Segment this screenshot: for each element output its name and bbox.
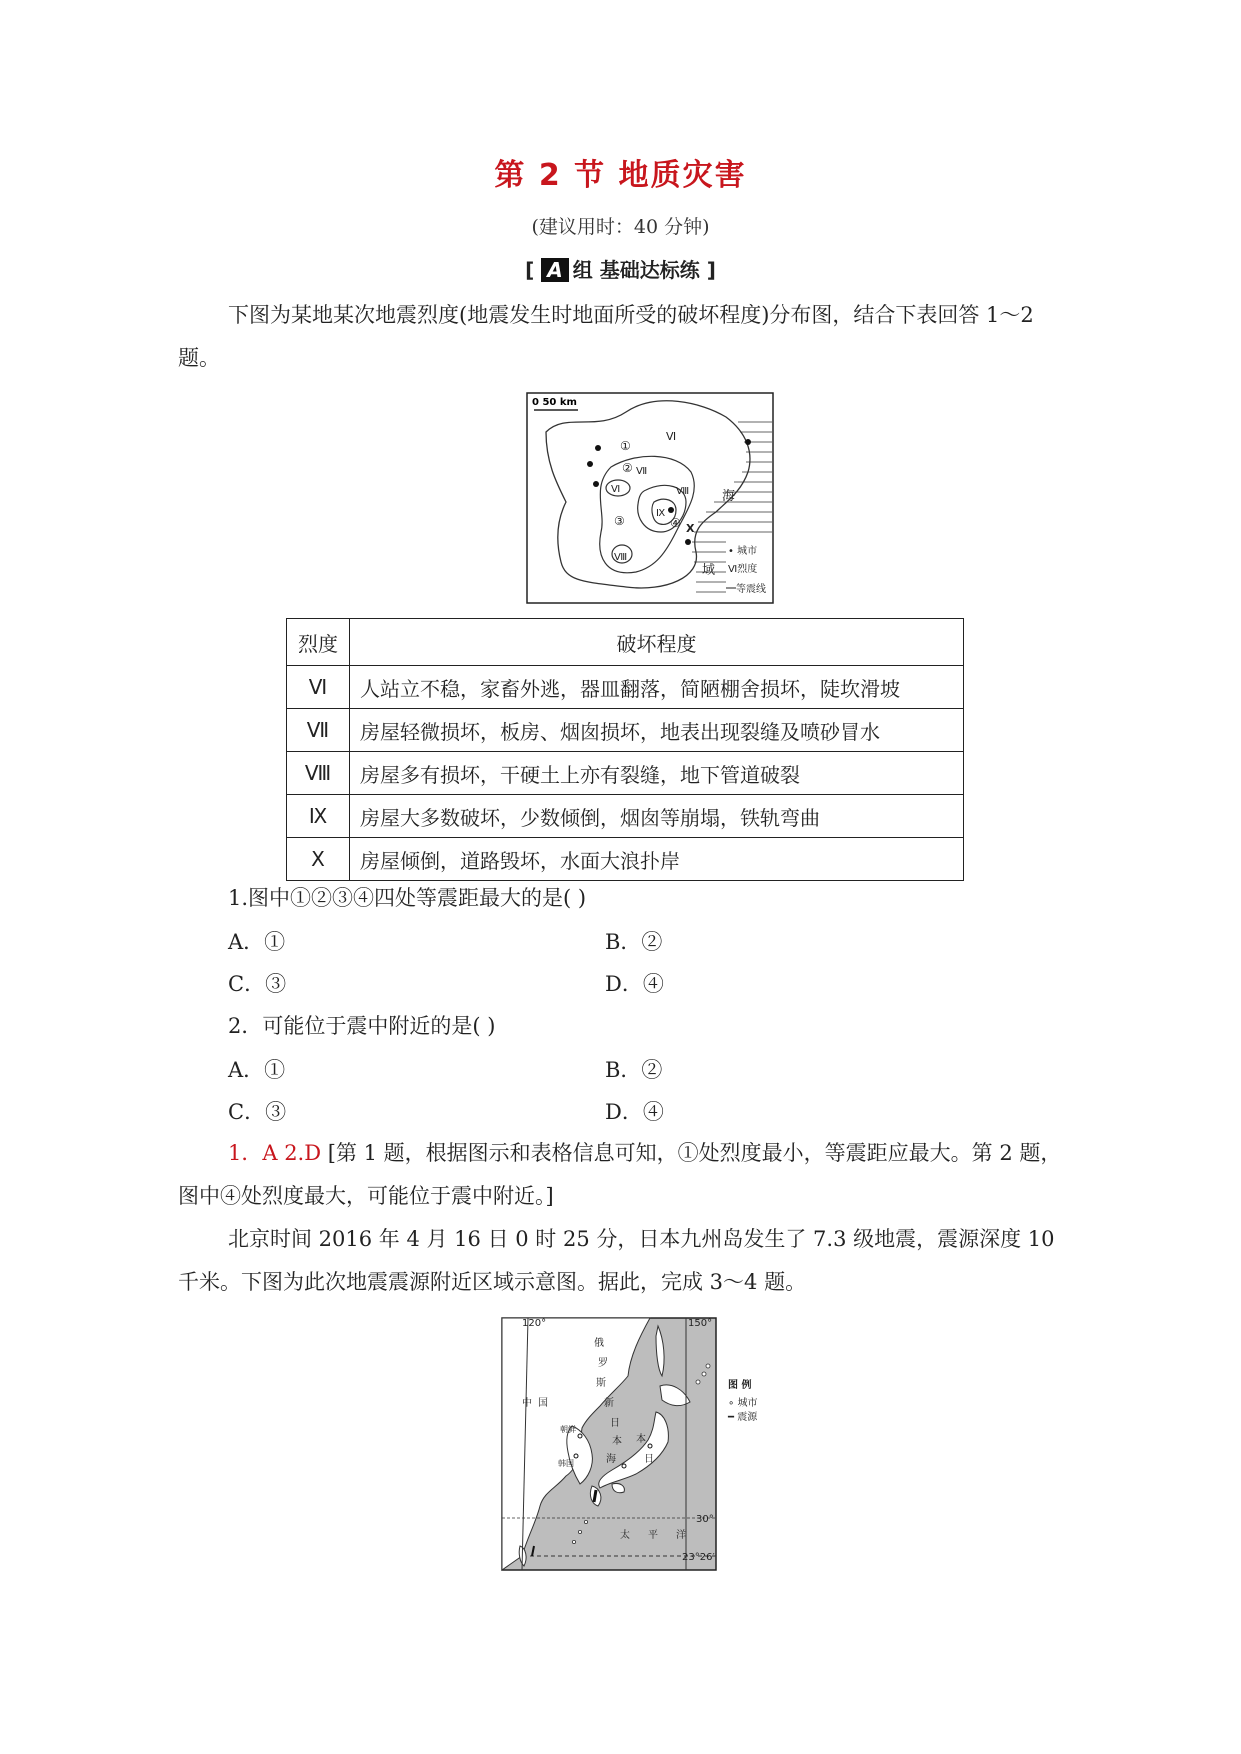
legend-isoseismal: 等震线 (736, 584, 766, 595)
map2-china-2: 国 (538, 1398, 548, 1409)
map2-lon-150: 150° (688, 1318, 713, 1329)
table-cell-level: Ⅵ (287, 666, 350, 709)
table-cell-damage: 房屋轻微损坏，板房、烟囱损坏，地表出现裂缝及喷砂冒水 (350, 709, 964, 752)
table-cell-level: Ⅷ (287, 752, 350, 795)
legend-intensity: Ⅵ烈度 (728, 564, 758, 575)
group-label: 组 基础达标练 (572, 258, 700, 282)
map2-legend-title: 图 例 (728, 1380, 752, 1391)
map2-japan-1: 日 (644, 1454, 654, 1465)
table-row (287, 795, 964, 838)
group-badge: A (541, 258, 568, 282)
legend-city: • 城市 (728, 546, 758, 557)
map2-lon-120: 120° (522, 1318, 547, 1329)
bracket-right: ] (706, 258, 716, 282)
map-label-3: ③ (614, 514, 625, 528)
page-title: 第 2 节 地质灾害 (494, 158, 747, 193)
table-row (287, 709, 964, 752)
table-cell-damage: 房屋倾倒，道路毁坏，水面大浪扑岸 (350, 838, 964, 881)
map-scale: 0 50 km (532, 397, 577, 408)
map2-pacific-1: 太 (620, 1530, 630, 1541)
map2-russia-1: 俄 (594, 1338, 604, 1349)
map2-china-1: 中 (522, 1398, 532, 1409)
map2-japan-2: 本 (636, 1434, 646, 1445)
group-heading (0, 254, 1241, 283)
table-header-row (287, 619, 964, 666)
intensity-table (286, 618, 964, 881)
answer-explanation (178, 1132, 1064, 1218)
map2-russia-3: 斯 (596, 1378, 606, 1389)
intensity-map (526, 392, 774, 604)
bracket-left: [ (525, 258, 535, 282)
table-header-level: 烈度 (287, 619, 350, 666)
map2-pacific-3: 洋 (676, 1530, 686, 1541)
table-cell-damage: 房屋多有损坏，干硬土上亦有裂缝，地下管道破裂 (350, 752, 964, 795)
map-region-label: 域 (702, 563, 716, 578)
table-row (287, 666, 964, 709)
q2-option-d: D．④ (605, 1100, 664, 1124)
table-row (287, 838, 964, 881)
suggested-time: (建议用时：40 分钟) (531, 216, 710, 238)
map-sea-label: 海 (722, 489, 736, 504)
table-header-damage: 破坏程度 (350, 619, 964, 666)
map-label-4: ④ (670, 516, 681, 530)
map2-lat-30: 30° (696, 1514, 714, 1525)
map2-sea-1: 新 (604, 1398, 614, 1409)
map2-korea-n: 朝鲜 (560, 1425, 576, 1434)
intro-paragraph-1: 下图为某地某次地震烈度(地震发生时地面所受的破坏程度)分布图，结合下表回答 1～2 题。 (178, 303, 1034, 370)
q2-option-b: B．② (605, 1058, 663, 1082)
map-intensity-viii: Ⅷ (676, 486, 690, 497)
table-cell-level: Ⅸ (287, 795, 350, 838)
map2-lat-tropic: 23°26′ (682, 1552, 715, 1563)
map-label-2: ② (622, 461, 633, 475)
table-cell-level: Ⅹ (287, 838, 350, 881)
table-cell-damage: 房屋大多数破坏，少数倾倒，烟囱等崩塌，铁轨弯曲 (350, 795, 964, 838)
map-intensity-vi-ring: Ⅵ (611, 484, 621, 495)
map-intensity-vii: Ⅶ (636, 466, 648, 477)
map-intensity-viii-2: Ⅷ (614, 552, 628, 563)
map2-legend-city: ∘ 城市 (728, 1398, 758, 1409)
map-label-1: ① (620, 439, 631, 453)
intro-paragraph-2: 北京时间 2016 年 4 月 16 日 0 时 25 分，日本九州岛发生了 7.3 级地震，震源深度 10 千米。下图为此次地震震源附近区域示意图。据此，完成 3～4 题。 (178, 1227, 1055, 1294)
q1-option-c: C．③ (228, 972, 287, 996)
q2-option-a: A．① (228, 1058, 286, 1082)
question-2-stem: 2．可能位于震中附近的是( ) (228, 1014, 496, 1038)
table-cell-damage: 人站立不稳，家畜外逃，器皿翻落，简陋棚舍损坏，陡坎滑坡 (350, 666, 964, 709)
map-intensity-x: Ⅹ (686, 522, 695, 535)
question-1-stem: 1.图中①②③④四处等震距最大的是( ) (228, 886, 587, 910)
table-row (287, 752, 964, 795)
map2-russia-2: 罗 (598, 1358, 608, 1369)
q1-option-d: D．④ (605, 972, 664, 996)
japan-region-map (500, 1316, 800, 1576)
map-intensity-vi: Ⅵ (666, 430, 677, 443)
q1-option-a: A．① (228, 930, 286, 954)
map2-sea-3: 本 (612, 1436, 622, 1447)
q2-option-c: C．③ (228, 1100, 287, 1124)
table-cell-level: Ⅶ (287, 709, 350, 752)
q1-option-b: B．② (605, 930, 663, 954)
map-intensity-ix: Ⅸ (656, 508, 666, 519)
map2-sea-2: 日 (610, 1418, 620, 1429)
answer-text: [第 1 题，根据图示和表格信息可知，①处烈度最小，等震距应最大。第 2 题，图中④处烈度最大，可能位于震中附近。] (178, 1141, 1062, 1208)
map2-legend-epicenter: ━ 震源 (728, 1412, 758, 1423)
map2-sea-4: 海 (606, 1454, 616, 1465)
map2-korea-s: 韩国 (558, 1459, 574, 1468)
answer-key: 1．A 2.D (228, 1141, 322, 1165)
map2-pacific-2: 平 (648, 1530, 658, 1541)
